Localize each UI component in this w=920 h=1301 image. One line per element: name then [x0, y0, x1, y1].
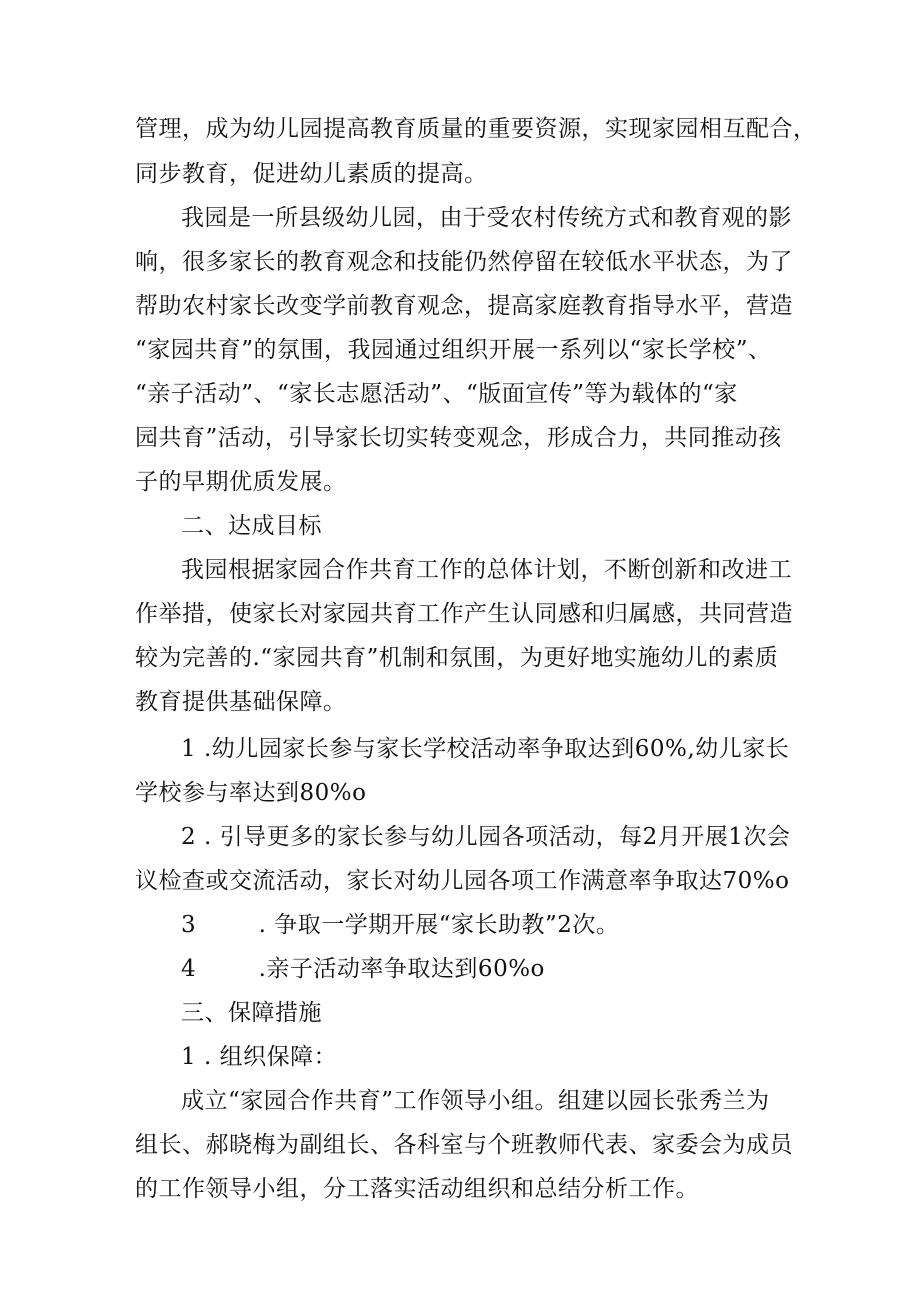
paragraph-line: 我园根据家园合作共育工作的总体计划，不断创新和改进工	[181, 557, 792, 583]
subsection-heading: 1 . 组织保障：	[181, 1044, 338, 1070]
list-item-line: 4 .亲子活动率争取达到60%o	[181, 956, 545, 982]
paragraph-line: 的工作领导小组，分工落实活动组织和总结分析工作。	[135, 1176, 699, 1202]
paragraph-line: 园共育”活动，引导家长切实转变观念，形成合力，共同推动孩	[135, 425, 782, 451]
paragraph-line: 子的早期优质发展。	[135, 469, 347, 495]
list-item-line: 学校参与率达到80%o	[135, 780, 367, 806]
list-item-line: 1 .幼儿园家长参与家长学校活动率争取达到60%,幼儿家长	[181, 736, 790, 762]
list-item-line: 议检查或交流活动，家长对幼儿园各项工作满意率争取达70%o	[135, 868, 790, 894]
paragraph-line: 管理，成为幼儿园提高教育质量的重要资源，实现家园相互配合，	[135, 116, 817, 142]
section-heading: 三、保障措施	[181, 1000, 322, 1026]
paragraph-line: “家园共育”的氛围，我园通过组织开展一系列以“家长学校”、	[135, 337, 772, 363]
paragraph-line: 同步教育，促进幼儿素质的提高。	[135, 161, 488, 187]
list-item-line: 2 . 引导更多的家长参与幼儿园各项活动，每2月开展1次会	[181, 824, 791, 850]
paragraph-line: 我园是一所县级幼儿园，由于受农村传统方式和教育观的影	[181, 205, 792, 231]
paragraph-line: 作举措，使家长对家园共育工作产生认同感和归属感，共同营造	[135, 601, 793, 627]
paragraph-line: 响，很多家长的教育观念和技能仍然停留在较低水平状态，为了	[135, 249, 793, 275]
paragraph-line: 较为完善的.“家园共育”机制和氛围，为更好地实施幼儿的素质	[135, 645, 779, 671]
list-item-line: 3 . 争取一学期开展“家长助教”2次。	[181, 912, 620, 938]
paragraph-line: “亲子活动”、“家长志愿活动”、“版面宣传”等为载体的“家	[135, 381, 738, 407]
paragraph-line: 教育提供基础保障。	[135, 689, 347, 715]
section-heading: 二、达成目标	[181, 513, 322, 539]
paragraph-line: 帮助农村家长改变学前教育观念，提高家庭教育指导水平，营造	[135, 293, 793, 319]
paragraph-line: 组长、郝晓梅为副组长、各科室与个班教师代表、家委会为成员	[135, 1132, 793, 1158]
paragraph-line: 成立“家园合作共育”工作领导小组。组建以园长张秀兰为	[181, 1088, 770, 1114]
